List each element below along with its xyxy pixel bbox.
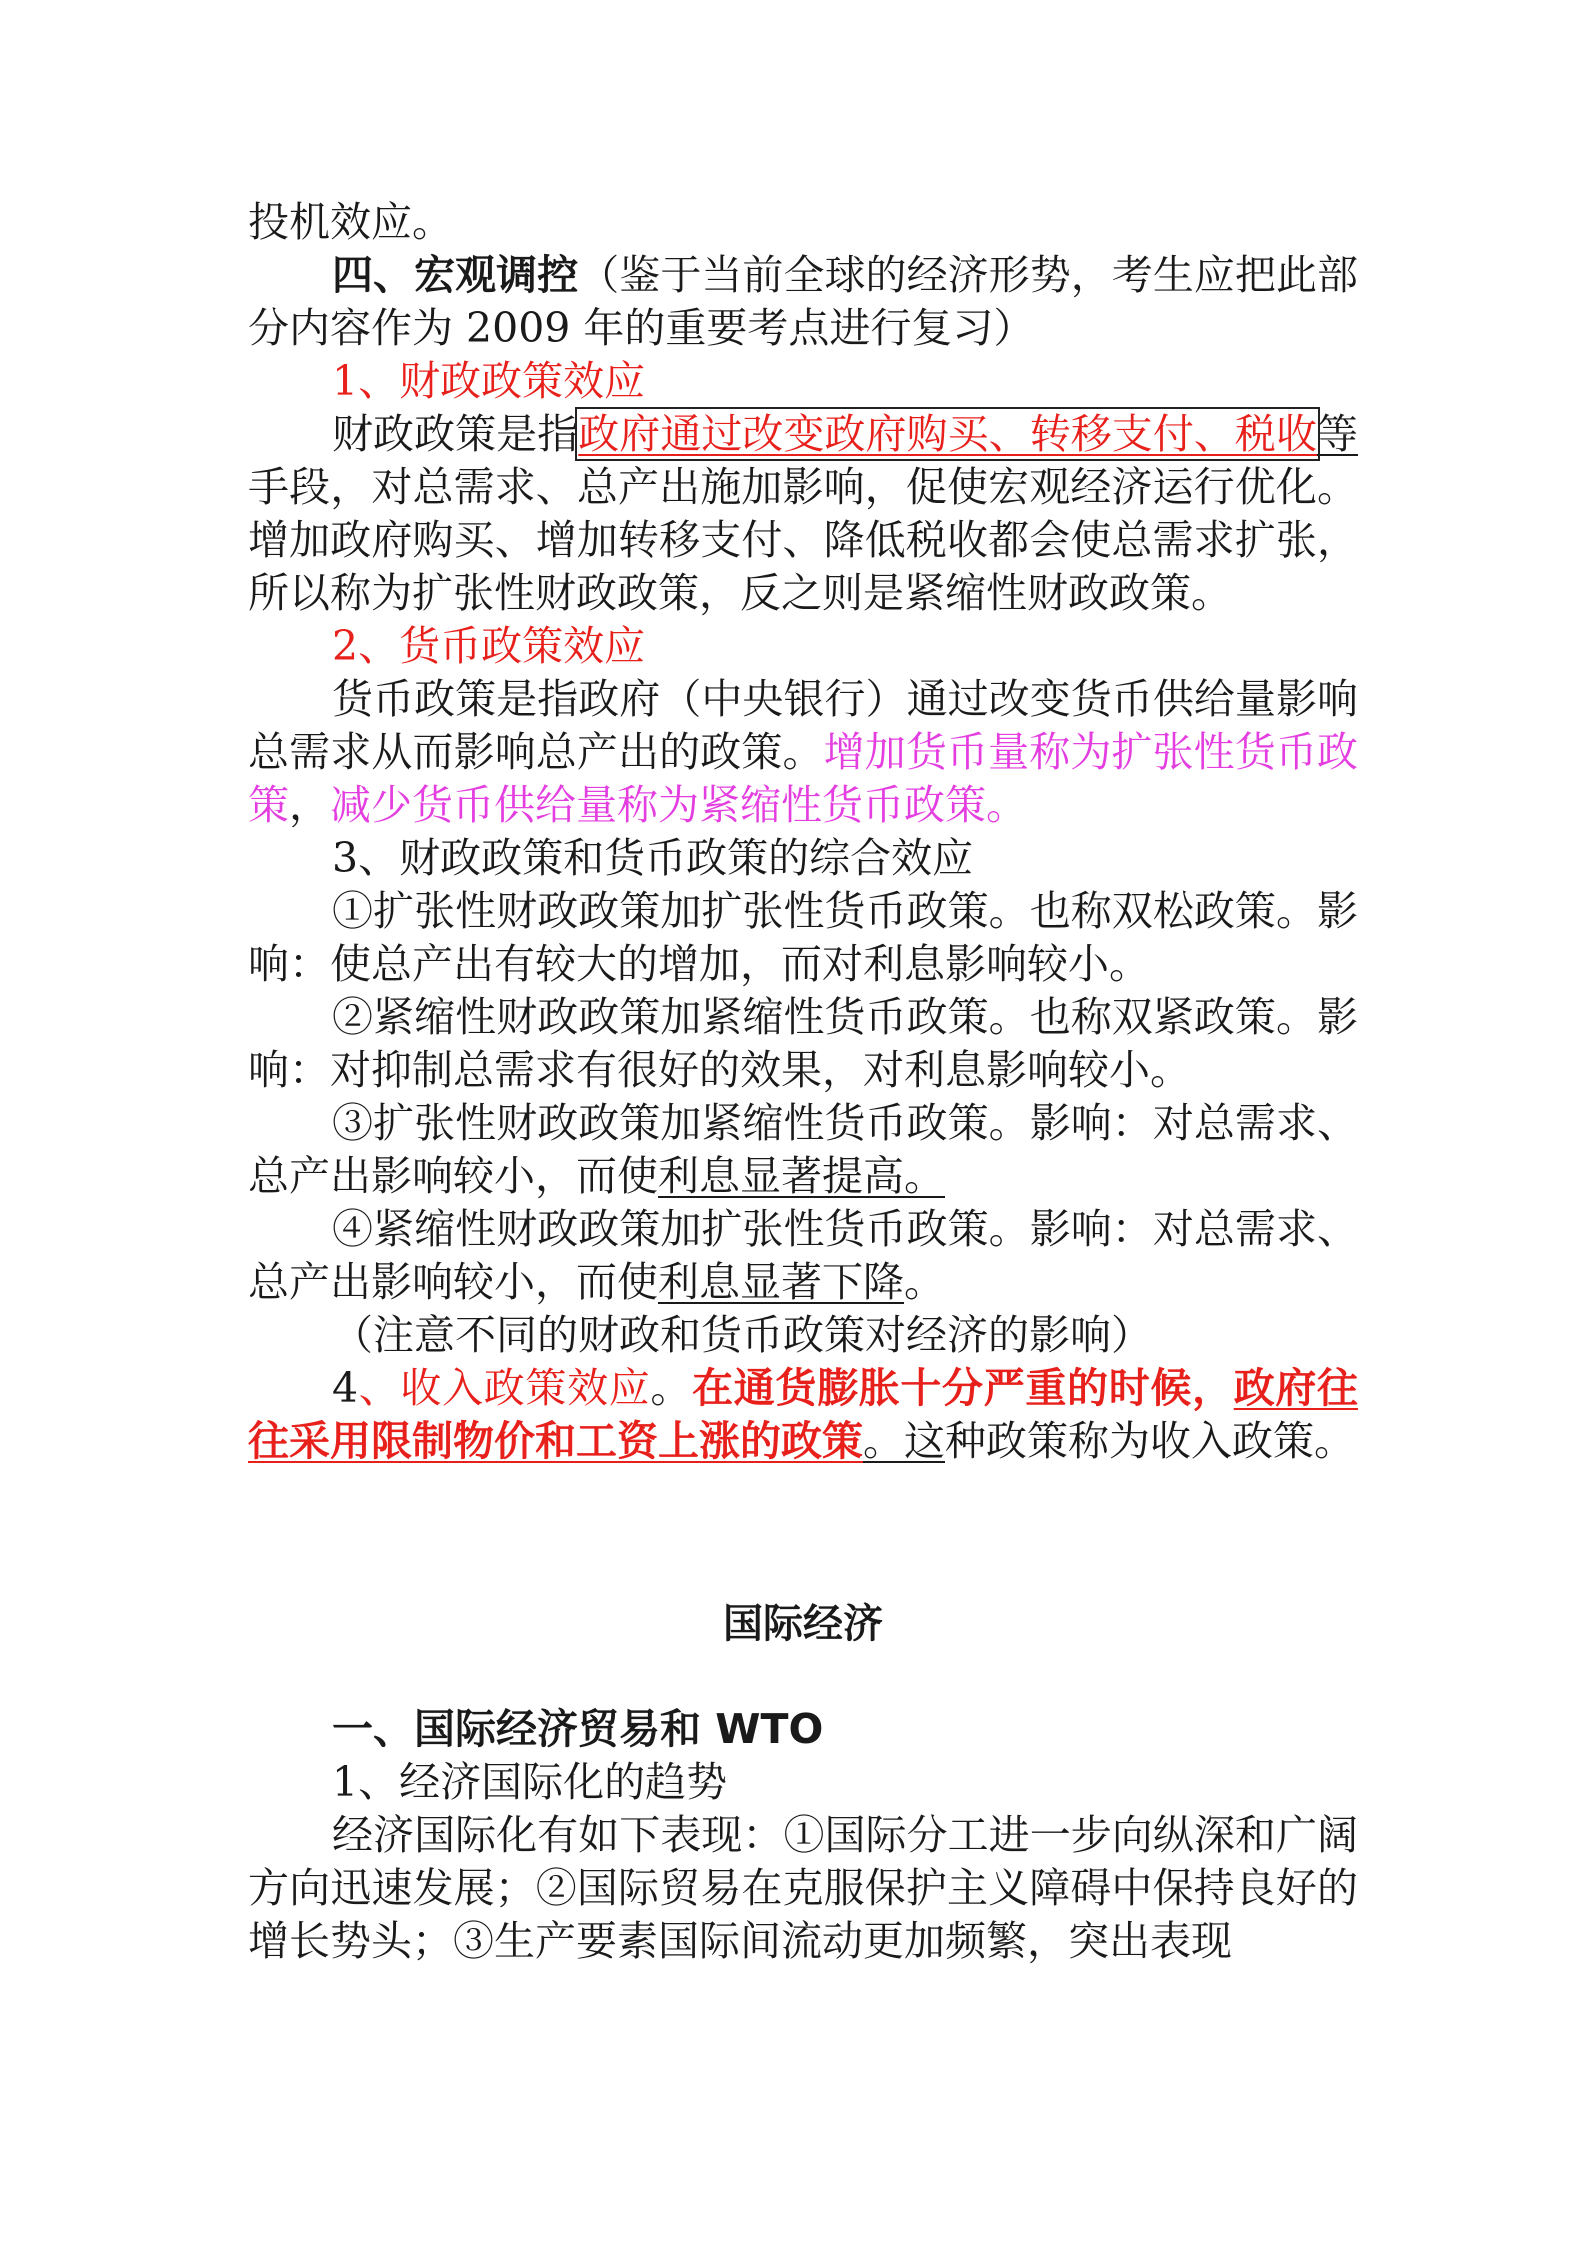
- highlight-text: 政府通过: [578, 410, 743, 458]
- heading-text: 2、货币政策效应: [332, 622, 646, 670]
- text: （注意不同的财政和货币政策对经济的影响）: [332, 1311, 1152, 1359]
- highlight-text: 增加货币量称为扩张性货币政策: [248, 728, 1359, 829]
- list-item-3: [248, 1097, 1358, 1203]
- text: 财政政策是指: [332, 410, 579, 458]
- underlined-text: 等: [1317, 410, 1359, 458]
- heading-text: 一、国际经济贸易和 WTO: [332, 1705, 824, 1753]
- heading-internationalization: [248, 1756, 1358, 1809]
- underlined-text: 利息显著提高。: [658, 1152, 945, 1200]
- section-heading: 四、宏观调控: [332, 251, 579, 299]
- section-macro-control: [248, 249, 1358, 355]
- heading-text: 3、财政政策和货币政策的综合效应: [332, 834, 974, 882]
- heading-trade-wto: [248, 1703, 1358, 1756]
- paragraph-income-policy: [248, 1362, 1358, 1468]
- highlight-text: 减少货币供给量称为紧缩性货币政策。: [330, 781, 1027, 829]
- list-item-2: [248, 991, 1358, 1097]
- heading-text: 1、财政政策效应: [332, 357, 646, 405]
- underlined-text: 。这: [863, 1417, 945, 1465]
- highlight-text: 改变政府购买、转移支付、税收: [742, 410, 1318, 458]
- paragraph-monetary-policy: [248, 673, 1358, 832]
- highlight-text: 在通货膨胀十分严重的时候，: [692, 1364, 1234, 1412]
- paragraph-continued: [248, 196, 1358, 249]
- paragraph-fiscal-policy: [248, 408, 1358, 620]
- list-item-1: [248, 885, 1358, 991]
- heading-text: 1、经济国际化的趋势: [332, 1758, 728, 1806]
- text: ④紧缩性财政政策加扩张性货币政策。影响：对总需求、总产出影响较小，而使: [248, 1205, 1358, 1306]
- paragraph-internationalization: [248, 1809, 1358, 1968]
- text: ②紧缩性财政政策加紧缩性货币政策。也称双紧政策。影响：对抑制总需求有很好的效果，对利息影响较小。: [248, 993, 1358, 1094]
- text: ，: [289, 781, 330, 829]
- underlined-text: 利息显著下降: [658, 1258, 904, 1306]
- heading-text: 、收入政策效应: [358, 1364, 651, 1412]
- note-line: [248, 1309, 1358, 1362]
- text: 。: [904, 1258, 945, 1306]
- heading-combined-effect: [248, 832, 1358, 885]
- text: 经济国际化有如下表现：①国际分工进一步向纵深和广阔方向迅速发展；②国际贸易在克服保护主义障碍中保持良好的增长势头；③生产要素国际间流动更加频繁，突出表现: [248, 1811, 1358, 1965]
- section-title: 国际经济: [723, 1601, 883, 1647]
- highlight-text: 政府往往采用限制物价和工资上涨的政策: [248, 1364, 1359, 1465]
- text: 种政策称为收入政策。: [945, 1417, 1355, 1465]
- text: 4: [332, 1364, 359, 1412]
- section-note: （鉴于当前全球的经济形势，考生应把此部分内容作为 2009 年的重要考点进行复习）: [248, 251, 1358, 352]
- document-body: [248, 196, 1358, 1968]
- text: 。: [650, 1364, 693, 1412]
- text: ①扩张性财政政策加扩张性货币政策。也称双松政策。影响：使总产出有较大的增加，而对利息影响较小。: [248, 887, 1358, 988]
- heading-monetary-policy: [248, 620, 1358, 673]
- text: ③扩张性财政政策加紧缩性货币政策。影响：对总需求、总产出影响较小，而使: [248, 1099, 1358, 1200]
- text: 手段，对总需求、总产出施加影响，促使宏观经济运行优化。增加政府购买、增加转移支付、降低税收都会使总需求扩张，所以称为扩张性财政政策，反之则是紧缩性财政政策。: [248, 463, 1358, 617]
- heading-fiscal-policy: [248, 355, 1358, 408]
- text: 投机效应。: [248, 198, 453, 246]
- list-item-4: [248, 1203, 1358, 1309]
- text: 货币政策是指政府（中央银行）通过改变货币供给量影响总需求从而影响总产出的政策。: [248, 675, 1358, 776]
